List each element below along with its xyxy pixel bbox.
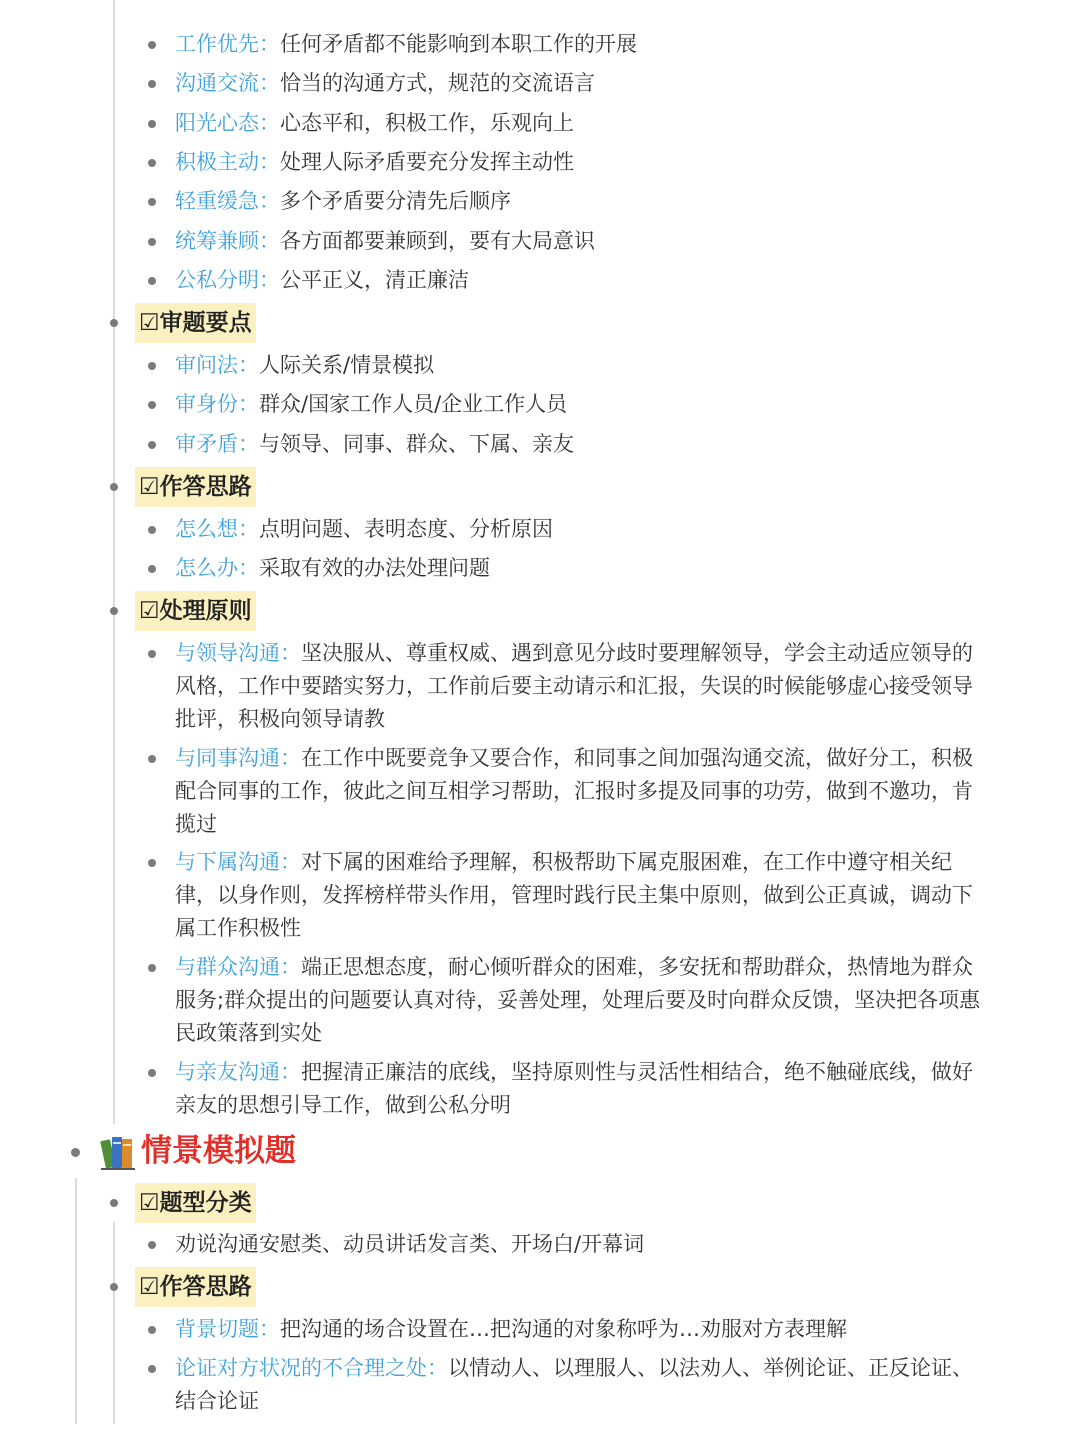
list-item-continuation: 服务;群众提出的问题要认真对待，妥善处理，处理后要及时向群众反馈，坚决把各项惠 — [175, 988, 981, 1012]
heading-answer-approach-2: ☑作答思路 — [135, 1267, 256, 1307]
list-item-continuation: 批评，积极向领导请教 — [175, 707, 385, 731]
list-item: 审问法：人际关系/情景模拟 — [175, 353, 435, 377]
bullet — [148, 120, 156, 128]
bullet — [148, 755, 156, 763]
list-item: 与亲友沟通：把握清正廉洁的底线，坚持原则性与灵活性相结合，绝不触碰底线，做好 — [175, 1060, 973, 1084]
heading-answer-approach: ☑作答思路 — [135, 467, 256, 507]
bullet — [148, 565, 156, 573]
list-item: 与同事沟通：在工作中既要竞争又要合作，和同事之间加强沟通交流，做好分工，积极 — [175, 746, 973, 770]
heading-review-points: ☑审题要点 — [135, 303, 256, 343]
list-item-continuation: 亲友的思想引导工作，做到公私分明 — [175, 1093, 511, 1117]
bullet — [148, 277, 156, 285]
bullet — [148, 362, 156, 370]
list-item: 与群众沟通：端正思想态度，耐心倾听群众的困难，多安抚和帮助群众，热情地为群众 — [175, 955, 973, 979]
list-item: 积极主动：处理人际矛盾要充分发挥主动性 — [175, 150, 574, 174]
bullet — [148, 526, 156, 534]
list-item: 审身份：群众/国家工作人员/企业工作人员 — [175, 392, 568, 416]
list-item-continuation: 揽过 — [175, 812, 217, 836]
bullet — [148, 441, 156, 449]
heading-principles: ☑处理原则 — [135, 591, 256, 631]
list-item: 沟通交流：恰当的沟通方式，规范的交流语言 — [175, 71, 595, 95]
bullet — [148, 80, 156, 88]
bullet — [148, 159, 156, 167]
list-item: 公私分明：公平正义，清正廉洁 — [175, 268, 469, 292]
list-item: 怎么办：采取有效的办法处理问题 — [175, 556, 490, 580]
heading-question-types: ☑题型分类 — [135, 1183, 256, 1223]
bullet — [148, 1326, 156, 1334]
bullet — [110, 1199, 118, 1207]
bullet — [148, 198, 156, 206]
list-item: 工作优先：任何矛盾都不能影响到本职工作的开展 — [175, 32, 637, 56]
tree-guide-line — [113, 1222, 115, 1424]
bullet — [148, 859, 156, 867]
bullet — [148, 964, 156, 972]
list-item: 劝说沟通安慰类、动员讲话发言类、开场白/开幕词 — [175, 1232, 645, 1256]
bullet — [148, 238, 156, 246]
bullet — [148, 1241, 156, 1249]
list-item-continuation: 律，以身作则，发挥榜样带头作用，管理时践行民主集中原则，做到公正真诚，调动下 — [175, 883, 973, 907]
list-item: 轻重缓急：多个矛盾要分清先后顺序 — [175, 189, 511, 213]
list-item: 统筹兼顾：各方面都要兼顾到，要有大局意识 — [175, 229, 595, 253]
list-item-continuation: 配合同事的工作，彼此之间互相学习帮助，汇报时多提及同事的功劳，做到不邀功，肯 — [175, 779, 973, 803]
bullet — [148, 1365, 156, 1373]
list-item: 审矛盾：与领导、同事、群众、下属、亲友 — [175, 432, 574, 456]
list-item: 阳光心态：心态平和，积极工作，乐观向上 — [175, 111, 574, 135]
list-item-continuation: 结合论证 — [175, 1389, 259, 1413]
bullet — [148, 41, 156, 49]
list-item: 背景切题：把沟通的场合设置在…把沟通的对象称呼为…劝服对方表理解 — [175, 1317, 847, 1341]
bullet — [71, 1148, 80, 1157]
list-item: 论证对方状况的不合理之处：以情动人、以理服人、以法劝人、举例论证、正反论证、 — [175, 1356, 973, 1380]
tree-guide-line — [113, 0, 115, 1124]
list-item: 与领导沟通：坚决服从、尊重权威、遇到意见分歧时要理解领导，学会主动适应领导的 — [175, 641, 973, 665]
books-icon — [99, 1132, 139, 1172]
bullet — [110, 483, 118, 491]
bullet — [148, 650, 156, 658]
bullet — [110, 607, 118, 615]
section-title: 情景模拟题 — [141, 1133, 296, 1169]
list-item-continuation: 风格，工作中要踏实努力，工作前后要主动请示和汇报，失误的时候能够虚心接受领导 — [175, 674, 973, 698]
tree-guide-line — [75, 1178, 77, 1424]
bullet — [148, 1069, 156, 1077]
list-item: 怎么想：点明问题、表明态度、分析原因 — [175, 517, 553, 541]
list-item-continuation: 民政策落到实处 — [175, 1021, 322, 1045]
bullet — [110, 1283, 118, 1291]
bullet — [148, 401, 156, 409]
list-item: 与下属沟通：对下属的困难给予理解，积极帮助下属克服困难，在工作中遵守相关纪 — [175, 850, 952, 874]
list-item-continuation: 属工作积极性 — [175, 916, 301, 940]
bullet — [110, 319, 118, 327]
